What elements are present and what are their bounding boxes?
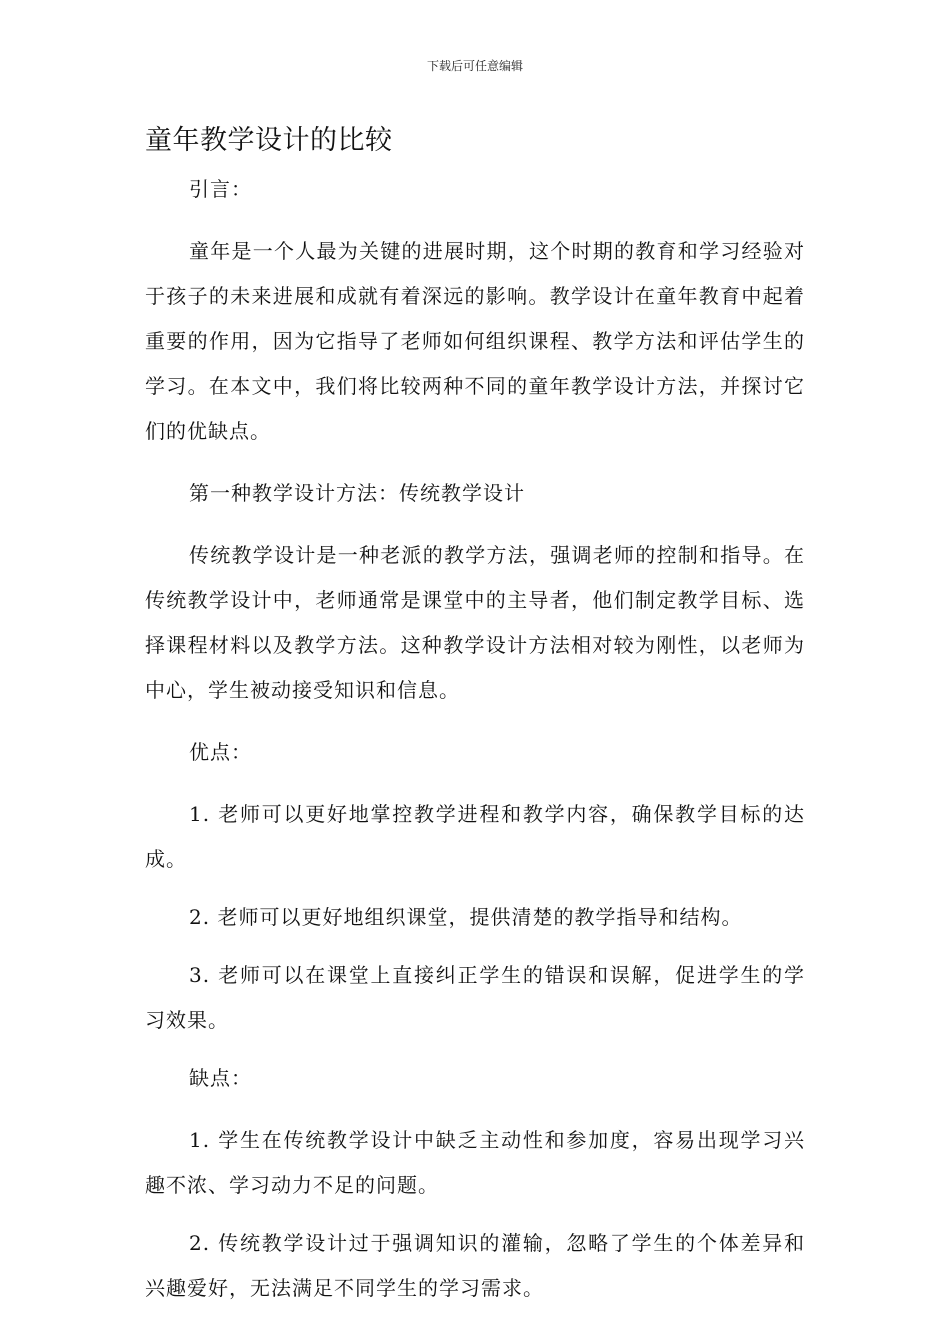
list-item: 1. 学生在传统教学设计中缺乏主动性和参加度，容易出现学习兴趣不浓、学习动力不足的问题。	[145, 1128, 805, 1197]
section-label-intro: 引言：	[189, 177, 252, 201]
section-heading-traditional: 第一种教学设计方法：传统教学设计	[189, 481, 525, 505]
paragraph-traditional: 传统教学设计是一种老派的教学方法，强调老师的控制和指导。在传统教学设计中，老师通常是课堂中的主导者，他们制定教学目标、选择课程材料以及教学方法。这种教学设计方法相对较为刚性，以老师为中心，学生被动接受知识和信息。	[145, 543, 805, 702]
document-title: 童年教学设计的比较	[145, 125, 393, 156]
document-body	[145, 167, 805, 1324]
section-label-disadvantages: 缺点：	[189, 1066, 252, 1090]
list-item: 2. 传统教学设计过于强调知识的灌输，忽略了学生的个体差异和兴趣爱好，无法满足不同学生的学习需求。	[145, 1231, 805, 1300]
section-label-advantages: 优点：	[189, 740, 252, 764]
list-item: 3. 老师可以在课堂上直接纠正学生的错误和误解，促进学生的学习效果。	[145, 963, 805, 1032]
list-item: 2. 老师可以更好地组织课堂，提供清楚的教学指导和结构。	[189, 905, 743, 929]
paragraph-intro: 童年是一个人最为关键的进展时期，这个时期的教育和学习经验对于孩子的未来进展和成就有着深远的影响。教学设计在童年教育中起着重要的作用，因为它指导了老师如何组织课程、教学方法和评估学生的学习。在本文中，我们将比较两种不同的童年教学设计方法，并探讨它们的优缺点。	[145, 239, 805, 443]
header-note: 下载后可任意编辑	[426, 59, 523, 73]
list-item: 1. 老师可以更好地掌控教学进程和教学内容，确保教学目标的达成。	[145, 802, 805, 871]
